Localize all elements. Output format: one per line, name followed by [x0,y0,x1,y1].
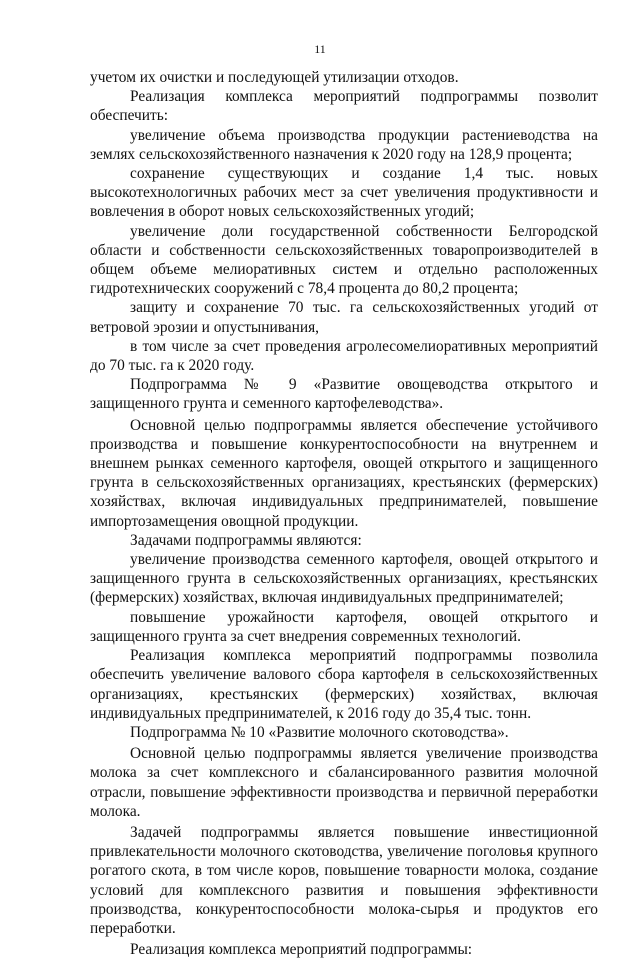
paragraph: Основной целью подпрограммы является обеспечение устойчивого производства и повышение конкурентоспособности на внутреннем и внешнем рынках семенного картофеля, овощей открытого и защищенного грунта в сельскохозяйственных организациях, крестьянских (фермерских) хозяйствах, включая индивидуальных предпринимателей, повышение импортозамещения овощной продукции. [90,416,598,530]
section-heading: Подпрограмма № 9 «Развитие овощеводства открытого и защищенного грунта и семенного картофелеводства». [90,376,598,413]
paragraph: повышение урожайности картофеля, овощей открытого и защищенного грунта за счет внедрения современных технологий. [90,608,598,645]
paragraph: увеличение доли государственной собственности Белгородской области и собственности сельскохозяйственных товаропроизводителей в общем объеме мелиоративных систем и отдельно расположенных гидротехнических сооружений с 78,4 процента до 80,2 процента; [90,222,598,298]
paragraph: Реализация комплекса мероприятий подпрограммы позволит обеспечить: [90,88,598,125]
paragraph: в том числе за счет проведения агролесомелиоративных мероприятий до 70 тыс. га к 2020 году. [90,337,598,375]
paragraph: сохранение существующих и создание 1,4 тыс. новых высокотехнологичных рабочих мест за счет увеличения продуктивности и вовлечения в оборот новых сельскохозяйственных угодий; [90,165,598,221]
paragraph: защиту и сохранение 70 тыс. га сельскохозяйственных угодий от ветровой эрозии и опустынивания, [90,299,598,336]
paragraph: Задачами подпрограммы являются: [130,531,362,549]
paragraph: увеличение объема производства продукции растениеводства на землях сельскохозяйственного назначения к 2020 году на 128,9 процента; [90,126,598,163]
paragraph: Задачей подпрограммы является повышение инвестиционной привлекательности молочного скотоводства, увеличение поголовья крупного рогатого скота, в том числе коров, повышение товарности молока, создание условий для комплексного развития и повышения эффективности производства, конкурентоспособности молока-сырья и продуктов его переработки. [90,823,598,937]
paragraph: Основной целью подпрограммы является увеличение производства молока за счет комплексного и сбалансированного развития молочной отрасли, повышение эффективности производства и первичной переработки молока. [90,745,598,820]
paragraph: Реализация комплекса мероприятий подпрограммы позволила обеспечить увеличение валового сбора картофеля в сельскохозяйственных организациях, крестьянских (фермерских) хозяйствах, включая индивидуальных предпринимателей, к 2016 году до 35,4 тыс. тонн. [90,647,598,722]
paragraph: Реализация комплекса мероприятий подпрограммы: [130,941,473,959]
page-number: 11 [314,42,326,56]
section-heading: Подпрограмма № 10 «Развитие молочного скотоводства». [130,723,509,741]
paragraph: увеличение производства семенного картофеля, овощей открытого и защищенного грунта в сельскохозяйственных организациях, крестьянских (фермерских) хозяйствах, включая индивидуальных предпринимателей; [90,551,598,607]
document-body [90,68,598,959]
paragraph: учетом их очистки и последующей утилизации отходов. [90,69,459,86]
